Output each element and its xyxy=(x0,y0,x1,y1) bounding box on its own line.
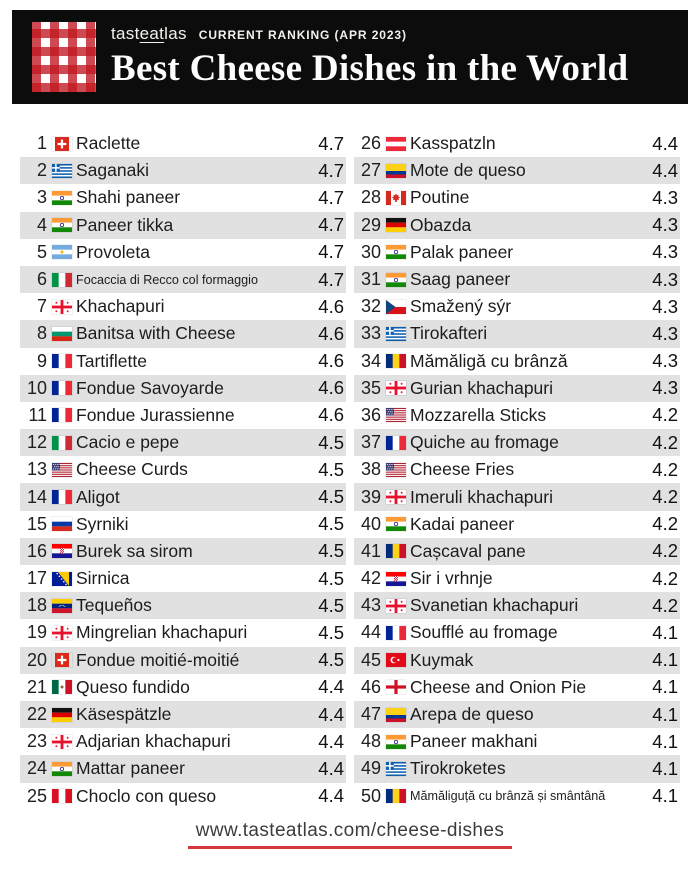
dish-name: Shahi paneer xyxy=(76,187,181,208)
rank-number: 25 xyxy=(26,785,47,806)
dish-name: Fondue Jurassienne xyxy=(76,404,235,425)
ranking-row xyxy=(354,674,680,701)
ranking-row xyxy=(354,184,680,211)
dish-rating: 4.5 xyxy=(318,513,344,535)
dish-rating: 4.5 xyxy=(318,431,344,453)
rank-number: 17 xyxy=(26,568,47,589)
dish-rating: 4.1 xyxy=(652,730,678,752)
dish-rating: 4.6 xyxy=(318,295,344,317)
ranking-row xyxy=(354,783,680,810)
ranking-row xyxy=(20,239,346,266)
flag-france-icon xyxy=(52,354,72,368)
dish-name: Tirokroketes xyxy=(410,758,506,779)
dish-rating: 4.4 xyxy=(318,730,344,752)
ranking-row xyxy=(354,647,680,674)
dish-rating: 4.1 xyxy=(652,621,678,643)
rank-number: 12 xyxy=(26,432,47,453)
flag-greece-icon xyxy=(386,327,406,341)
ranking-row xyxy=(20,483,346,510)
dish-name: Kasspatzln xyxy=(410,133,496,154)
dish-name: Cașcaval pane xyxy=(410,540,526,561)
ranking-row xyxy=(20,266,346,293)
flag-peru-icon xyxy=(52,789,72,803)
ranking-row xyxy=(354,592,680,619)
dish-rating: 4.5 xyxy=(318,540,344,562)
flag-croatia-icon xyxy=(386,572,406,586)
dish-name: Cheese Curds xyxy=(76,459,188,480)
ranking-row xyxy=(354,212,680,239)
dish-rating: 4.7 xyxy=(318,241,344,263)
flag-bosnia-icon xyxy=(52,572,72,586)
ranking-row xyxy=(20,320,346,347)
rank-number: 18 xyxy=(26,595,47,616)
rank-number: 33 xyxy=(360,323,381,344)
dish-rating: 4.4 xyxy=(318,676,344,698)
rank-number: 47 xyxy=(360,704,381,725)
rank-number: 48 xyxy=(360,731,381,752)
flag-colombia-icon xyxy=(386,164,406,178)
ranking-row xyxy=(20,293,346,320)
dish-rating: 4.7 xyxy=(318,214,344,236)
dish-name: Obazda xyxy=(410,214,472,235)
ranking-row xyxy=(20,647,346,674)
dish-rating: 4.1 xyxy=(652,757,678,779)
dish-rating: 4.2 xyxy=(652,486,678,508)
dish-name: Queso fundido xyxy=(76,676,190,697)
flag-georgia-icon xyxy=(386,490,406,504)
flag-india-icon xyxy=(52,191,72,205)
rank-number: 34 xyxy=(360,350,381,371)
rank-number: 3 xyxy=(36,187,47,208)
flag-france-icon xyxy=(52,381,72,395)
dish-name: Saag paneer xyxy=(410,269,511,290)
dish-name: Aligot xyxy=(76,486,120,507)
rank-number: 40 xyxy=(360,513,381,534)
ranking-row xyxy=(354,538,680,565)
dish-rating: 4.5 xyxy=(318,567,344,589)
dish-name: Mozzarella Sticks xyxy=(410,404,547,425)
rank-number: 2 xyxy=(36,160,47,181)
dish-name: Svanetian khachapuri xyxy=(410,595,579,616)
dish-rating: 4.5 xyxy=(318,458,344,480)
rank-number: 11 xyxy=(28,404,47,425)
flag-germany-icon xyxy=(386,218,406,232)
flag-india-icon xyxy=(386,735,406,749)
rank-number: 6 xyxy=(36,269,47,290)
rank-number: 7 xyxy=(36,296,47,317)
ranking-row xyxy=(20,538,346,565)
rank-number: 50 xyxy=(360,785,381,806)
dish-name: Imeruli khachapuri xyxy=(410,486,553,507)
dish-name: Khachapuri xyxy=(76,296,165,317)
flag-italy-icon xyxy=(52,436,72,450)
dish-name: Saganaki xyxy=(76,160,149,181)
rank-number: 49 xyxy=(360,758,381,779)
flag-russia-icon xyxy=(52,517,72,531)
ranking-row xyxy=(354,266,680,293)
rank-number: 38 xyxy=(360,459,381,480)
ranking-row xyxy=(20,375,346,402)
ranking-row xyxy=(354,130,680,157)
rank-number: 46 xyxy=(360,676,381,697)
rank-number: 41 xyxy=(360,540,381,561)
ranking-row xyxy=(20,402,346,429)
ranking-row xyxy=(354,456,680,483)
dish-rating: 4.3 xyxy=(652,241,678,263)
rank-number: 26 xyxy=(360,133,381,154)
dish-name: Focaccia di Recco col formaggio xyxy=(76,272,258,287)
ranking-row xyxy=(354,483,680,510)
dish-rating: 4.2 xyxy=(652,458,678,480)
ranking-row xyxy=(354,619,680,646)
rank-number: 22 xyxy=(26,704,47,725)
rank-number: 10 xyxy=(26,377,47,398)
dish-rating: 4.2 xyxy=(652,567,678,589)
flag-bulgaria-icon xyxy=(52,327,72,341)
rank-number: 45 xyxy=(360,649,381,670)
dish-rating: 4.6 xyxy=(318,404,344,426)
flag-india-icon xyxy=(52,218,72,232)
rank-number: 30 xyxy=(360,241,381,262)
flag-georgia-icon xyxy=(386,599,406,613)
flag-india-icon xyxy=(386,245,406,259)
ranking-row xyxy=(354,701,680,728)
flag-austria-icon xyxy=(386,137,406,151)
flag-greece-icon xyxy=(52,164,72,178)
dish-name: Mattar paneer xyxy=(76,758,185,779)
ranking-row xyxy=(354,239,680,266)
ranking-row xyxy=(354,728,680,755)
dish-name: Syrniki xyxy=(76,513,129,534)
rank-number: 5 xyxy=(36,241,47,262)
dish-name: Kuymak xyxy=(410,649,474,670)
rank-number: 20 xyxy=(26,649,47,670)
dish-name: Kadai paneer xyxy=(410,513,515,534)
flag-mexico-icon xyxy=(52,680,72,694)
ranking-row xyxy=(20,157,346,184)
rank-number: 24 xyxy=(26,758,47,779)
rank-number: 21 xyxy=(26,676,47,697)
ranking-row xyxy=(354,565,680,592)
flag-colombia-icon xyxy=(386,708,406,722)
flag-germany-icon xyxy=(52,708,72,722)
rank-number: 14 xyxy=(26,486,47,507)
tasteatlas-wordmark: tasteatlas xyxy=(111,24,187,43)
ranking-row xyxy=(354,375,680,402)
flag-czechia-icon xyxy=(386,300,406,314)
ranking-row xyxy=(20,674,346,701)
flag-argentina-icon xyxy=(52,245,72,259)
rank-number: 23 xyxy=(26,731,47,752)
dish-rating: 4.4 xyxy=(652,159,678,181)
ranking-row xyxy=(20,130,346,157)
ranking-row xyxy=(354,348,680,375)
ranking-period-label: CURRENT RANKING (APR 2023) xyxy=(198,28,407,42)
dish-name: Raclette xyxy=(76,133,141,154)
ranking-row xyxy=(354,320,680,347)
header-banner xyxy=(12,10,688,104)
dish-rating: 4.4 xyxy=(652,132,678,154)
ranking-row xyxy=(20,755,346,782)
dish-name: Choclo con queso xyxy=(76,785,217,806)
rank-number: 42 xyxy=(360,568,381,589)
ranking-row xyxy=(20,456,346,483)
footer xyxy=(0,820,700,849)
banner-text xyxy=(111,24,628,90)
dish-rating: 4.2 xyxy=(652,431,678,453)
dish-rating: 4.4 xyxy=(318,703,344,725)
ranking-row xyxy=(20,783,346,810)
flag-india-icon xyxy=(386,273,406,287)
dish-rating: 4.2 xyxy=(652,540,678,562)
dish-rating: 4.6 xyxy=(318,322,344,344)
dish-name: Tirokafteri xyxy=(410,323,488,344)
ranking-row xyxy=(20,565,346,592)
flag-georgia-icon xyxy=(52,626,72,640)
ranking-list xyxy=(20,130,680,810)
dish-rating: 4.2 xyxy=(652,594,678,616)
dish-name: Cheese Fries xyxy=(410,459,515,480)
rank-number: 39 xyxy=(360,486,381,507)
dish-name: Quiche au fromage xyxy=(410,432,559,453)
dish-name: Smažený sýr xyxy=(410,296,512,317)
dish-rating: 4.5 xyxy=(318,649,344,671)
rank-number: 28 xyxy=(360,187,381,208)
rank-number: 32 xyxy=(360,296,381,317)
ranking-row xyxy=(20,429,346,456)
rank-number: 4 xyxy=(36,214,47,235)
dish-name: Burek sa sirom xyxy=(76,540,193,561)
dish-name: Cheese and Onion Pie xyxy=(410,676,587,697)
ranking-row xyxy=(354,429,680,456)
flag-georgia-icon xyxy=(52,300,72,314)
dish-rating: 4.1 xyxy=(652,649,678,671)
dish-name: Sirnica xyxy=(76,568,130,589)
flag-georgia-icon xyxy=(52,735,72,749)
dish-rating: 4.1 xyxy=(652,703,678,725)
ranking-row xyxy=(354,157,680,184)
dish-name: Paneer makhani xyxy=(410,731,538,752)
dish-rating: 4.1 xyxy=(652,785,678,807)
flag-united-states-icon xyxy=(386,408,406,422)
ranking-row xyxy=(20,592,346,619)
dish-rating: 4.7 xyxy=(318,186,344,208)
dish-name: Banitsa with Cheese xyxy=(76,323,236,344)
flag-england-icon xyxy=(386,680,406,694)
dish-name: Provoleta xyxy=(76,241,150,262)
rank-number: 27 xyxy=(360,160,381,181)
flag-united-states-icon xyxy=(52,463,72,477)
rank-number: 31 xyxy=(360,269,381,290)
dish-rating: 4.7 xyxy=(318,132,344,154)
ranking-column-left xyxy=(20,130,346,810)
dish-rating: 4.3 xyxy=(652,377,678,399)
dish-name: Käsespätzle xyxy=(76,704,172,725)
flag-united-states-icon xyxy=(386,463,406,477)
flag-venezuela-icon xyxy=(52,599,72,613)
rank-number: 37 xyxy=(360,432,381,453)
flag-india-icon xyxy=(386,517,406,531)
page-title: Best Cheese Dishes in the World xyxy=(111,48,629,89)
ranking-row xyxy=(20,212,346,239)
flag-france-icon xyxy=(52,490,72,504)
dish-rating: 4.3 xyxy=(652,350,678,372)
dish-rating: 4.6 xyxy=(318,377,344,399)
ranking-row xyxy=(354,511,680,538)
website-link[interactable]: www.tasteatlas.com/cheese-dishes xyxy=(188,820,513,849)
dish-name: Arepa de queso xyxy=(410,704,534,725)
flag-france-icon xyxy=(386,626,406,640)
rank-number: 16 xyxy=(26,540,47,561)
flag-france-icon xyxy=(386,436,406,450)
dish-name: Mingrelian khachapuri xyxy=(76,622,248,643)
dish-name: Paneer tikka xyxy=(76,214,174,235)
flag-canada-icon xyxy=(386,191,406,205)
rank-number: 35 xyxy=(360,377,381,398)
dish-rating: 4.3 xyxy=(652,214,678,236)
ranking-row xyxy=(20,511,346,538)
rank-number: 8 xyxy=(36,323,47,344)
ranking-row xyxy=(20,701,346,728)
rank-number: 1 xyxy=(36,133,47,154)
flag-croatia-icon xyxy=(52,544,72,558)
rank-number: 36 xyxy=(360,404,381,425)
dish-name: Soufflé au fromage xyxy=(410,622,558,643)
flag-romania-icon xyxy=(386,789,406,803)
dish-name: Sir i vrhnje xyxy=(410,568,493,589)
dish-name: Tequeños xyxy=(76,595,152,616)
ranking-row xyxy=(20,728,346,755)
dish-rating: 4.6 xyxy=(318,350,344,372)
rank-number: 15 xyxy=(26,513,47,534)
flag-greece-icon xyxy=(386,762,406,776)
dish-rating: 4.2 xyxy=(652,513,678,535)
ranking-row xyxy=(20,619,346,646)
dish-rating: 4.2 xyxy=(652,404,678,426)
flag-switzerland-icon xyxy=(52,653,72,667)
rank-number: 19 xyxy=(26,622,47,643)
dish-rating: 4.5 xyxy=(318,621,344,643)
dish-rating: 4.5 xyxy=(318,486,344,508)
dish-rating: 4.3 xyxy=(652,322,678,344)
dish-name: Gurian khachapuri xyxy=(410,377,553,398)
ranking-row xyxy=(354,293,680,320)
flag-romania-icon xyxy=(386,544,406,558)
rank-number: 9 xyxy=(36,350,47,371)
rank-number: 44 xyxy=(360,622,381,643)
dish-rating: 4.1 xyxy=(652,676,678,698)
dish-name: Cacio e pepe xyxy=(76,432,180,453)
flag-turkey-icon xyxy=(386,653,406,667)
dish-name: Palak paneer xyxy=(410,241,514,262)
dish-name: Mote de queso xyxy=(410,160,526,181)
flag-romania-icon xyxy=(386,354,406,368)
dish-rating: 4.4 xyxy=(318,785,344,807)
flag-georgia-icon xyxy=(386,381,406,395)
dish-name: Adjarian khachapuri xyxy=(76,731,231,752)
dish-name: Mămăligă cu brânză xyxy=(410,350,568,371)
dish-rating: 4.3 xyxy=(652,295,678,317)
rank-number: 29 xyxy=(360,214,381,235)
dish-rating: 4.3 xyxy=(652,268,678,290)
dish-name: Fondue Savoyarde xyxy=(76,377,224,398)
flag-india-icon xyxy=(52,762,72,776)
rank-number: 43 xyxy=(360,595,381,616)
dish-rating: 4.4 xyxy=(318,757,344,779)
dish-name: Mămăliguță cu brânză și smântână xyxy=(410,789,606,804)
ranking-row xyxy=(354,755,680,782)
dish-name: Tartiflette xyxy=(76,350,147,371)
dish-rating: 4.5 xyxy=(318,594,344,616)
flag-italy-icon xyxy=(52,273,72,287)
flag-switzerland-icon xyxy=(52,137,72,151)
ranking-row xyxy=(20,348,346,375)
tasteatlas-gingham-logo xyxy=(32,22,96,92)
dish-rating: 4.7 xyxy=(318,268,344,290)
dish-name: Poutine xyxy=(410,187,470,208)
rank-number: 13 xyxy=(26,459,47,480)
dish-rating: 4.7 xyxy=(318,159,344,181)
ranking-row xyxy=(20,184,346,211)
dish-name: Fondue moitié-moitié xyxy=(76,649,240,670)
dish-rating: 4.3 xyxy=(652,186,678,208)
ranking-column-right xyxy=(354,130,680,810)
flag-france-icon xyxy=(52,408,72,422)
ranking-row xyxy=(354,402,680,429)
